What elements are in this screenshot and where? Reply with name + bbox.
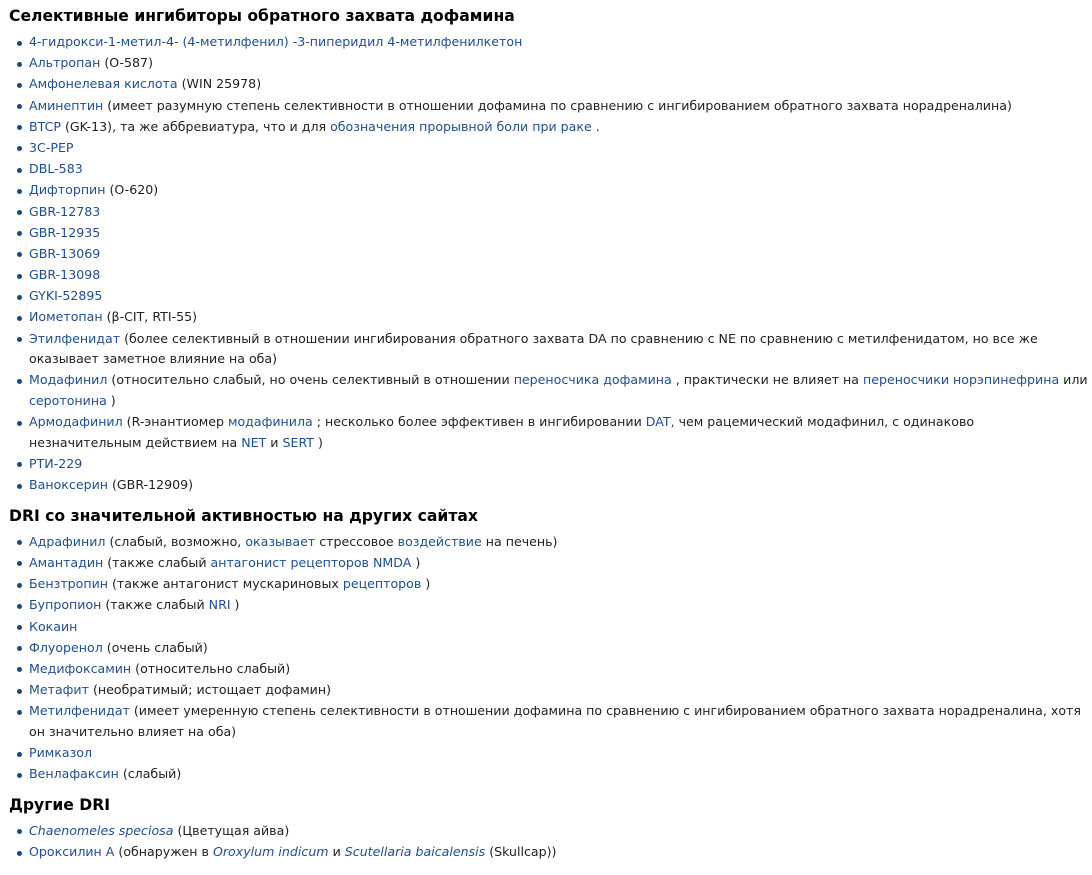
article-link[interactable]: BTCP: [29, 118, 61, 134]
list-item: [9, 454, 1089, 475]
article-link[interactable]: серотонина: [29, 393, 107, 408]
item-text: и: [328, 844, 345, 859]
item-text: (также слабый: [101, 597, 209, 613]
list-item: [9, 159, 1089, 180]
list-item: [9, 412, 1089, 453]
list-item: [9, 307, 1089, 328]
list-item: [9, 475, 1089, 496]
item-text: (O-620): [105, 182, 159, 198]
section-heading-other-dri: Другие DRI: [9, 795, 111, 814]
item-text: (Skullcap)): [485, 844, 557, 859]
item-text: (относительно слабый, но очень селективный в отношении: [107, 372, 514, 388]
list-item: [9, 680, 1089, 701]
list-item: [9, 202, 1089, 223]
list-item: [9, 553, 1089, 574]
item-text: (очень слабый): [102, 639, 208, 655]
list-other-sites: [9, 532, 1089, 785]
list-item: [9, 701, 1089, 742]
list-item: [9, 638, 1089, 659]
list-item: [9, 595, 1089, 616]
item-text: и: [266, 434, 283, 450]
article-link[interactable]: Кокаин: [29, 618, 78, 634]
article-link[interactable]: Венлафаксин: [29, 766, 119, 782]
section-heading-other-sites: DRI со значительной активностью на других сайтах: [9, 506, 478, 525]
item-text: стрессовое: [315, 533, 398, 549]
article-link[interactable]: Амфонелевая кислота: [29, 76, 178, 92]
article-link[interactable]: DAT,: [645, 414, 675, 430]
list-item: [9, 574, 1089, 595]
article-link[interactable]: Бупропион: [29, 597, 102, 613]
item-text: (имеет умеренную степень селективности в отношении дофамина по сравнению с ингибированием обратного захвата норадреналина, хотя он значительно влияет на оба): [29, 703, 1081, 739]
list-selective: [9, 32, 1089, 496]
item-text: (слабый): [118, 766, 182, 782]
article-link[interactable]: воздействие: [397, 533, 482, 549]
article-link[interactable]: Ваноксерин: [29, 477, 108, 493]
item-text: ): [230, 597, 240, 613]
list-item: [9, 743, 1089, 764]
item-text: (β-CIT, RTI-55): [102, 309, 198, 325]
list-item: [9, 329, 1089, 370]
list-item: [9, 32, 1089, 53]
article-link[interactable]: GBR-12783: [29, 203, 101, 219]
list-item: [9, 842, 1089, 863]
item-text: (относительно слабый): [131, 660, 291, 676]
list-item: [9, 244, 1089, 265]
item-text: (более селективный в отношении ингибирования обратного захвата DA по сравнению с NE по сравнению с метилфенидатом, но все же оказывает заметное влияние на оба): [29, 330, 1038, 367]
item-text: ): [421, 576, 431, 592]
article-link[interactable]: Аминептин: [29, 97, 104, 113]
article-link[interactable]: РТИ-229: [29, 455, 83, 471]
article-link[interactable]: Chaenomeles speciosa: [29, 822, 174, 838]
article-link[interactable]: Oroxylum indicum: [212, 844, 329, 859]
list-item: [9, 370, 1089, 411]
list-item: [9, 96, 1089, 117]
article-link[interactable]: Альтропан: [29, 55, 101, 71]
list-item: [9, 286, 1089, 307]
article-link[interactable]: Этилфенидат: [29, 330, 121, 346]
article-link[interactable]: Метафит: [29, 682, 89, 698]
article-link[interactable]: NRI: [208, 597, 231, 613]
article-link[interactable]: 3C-PEP: [29, 139, 74, 155]
article-link[interactable]: Адрафинил: [29, 533, 106, 549]
item-text: (также антагонист мускариновых: [108, 576, 343, 592]
article-link[interactable]: Scutellaria baicalensis: [344, 844, 486, 859]
item-text: (Цветущая айва): [173, 822, 290, 838]
item-text: ): [313, 434, 323, 450]
item-text: (слабый, возможно,: [105, 533, 246, 549]
section-heading-selective: Селективные ингибиторы обратного захвата дофамина: [9, 7, 515, 25]
article-link[interactable]: 4-гидрокси-1-метил-4- (4-метилфенил) -3-пиперидил 4-метилфенилкетон: [29, 34, 523, 49]
item-text: .: [591, 118, 600, 134]
article-link[interactable]: Иометопан: [29, 309, 103, 325]
list-item: [9, 138, 1089, 159]
article-link[interactable]: Армодафинил: [29, 414, 123, 430]
article-link[interactable]: Бензтропин: [29, 576, 109, 592]
article-link[interactable]: NET: [241, 434, 267, 450]
article-link[interactable]: оказывает: [245, 533, 316, 549]
item-text: (WIN 25978): [177, 76, 262, 92]
list-item: [9, 117, 1089, 138]
item-text: или: [1059, 372, 1088, 388]
list-item: [9, 74, 1089, 95]
item-text: ; несколько более эффективен в ингибировании: [312, 414, 646, 430]
item-text: чем рацемический модафинил, с одинаково незначительным действием на: [29, 414, 975, 450]
item-text: (GBR-12909): [108, 477, 194, 493]
article-link[interactable]: GBR-12935: [29, 224, 101, 240]
list-item: [9, 53, 1089, 74]
list-item: [9, 617, 1089, 638]
item-text: (O-587): [100, 55, 153, 71]
item-text: (R-энантиомер: [122, 414, 228, 430]
list-item: [9, 659, 1089, 680]
item-text: ): [106, 393, 116, 408]
article-link[interactable]: Метилфенидат: [29, 703, 130, 719]
article-link[interactable]: переносчики норэпинефрина: [863, 372, 1060, 388]
item-text: (также слабый: [103, 554, 211, 570]
article-link[interactable]: Ороксилин А: [29, 844, 115, 859]
list-item: [9, 821, 1089, 842]
article-link[interactable]: Римказол: [29, 745, 93, 761]
article-link[interactable]: Модафинил: [29, 372, 108, 388]
article-link[interactable]: DBL-583: [29, 161, 83, 177]
list-item: [9, 180, 1089, 201]
article-link[interactable]: Амантадин: [29, 554, 104, 570]
article-link[interactable]: GBR-13069: [29, 245, 101, 261]
article-link[interactable]: GBR-13098: [29, 267, 101, 283]
list-other-dri: [9, 821, 1089, 863]
article-link[interactable]: GYKI-52895: [29, 288, 103, 304]
item-text: (GK-13), та же аббревиатура, что и для: [60, 118, 331, 134]
item-text: (необратимый; истощает дофамин): [88, 682, 331, 698]
item-text: ): [411, 554, 421, 570]
item-text: (имеет разумную степень селективности в отношении дофамина по сравнению с ингибированием обратного захвата норадреналина): [103, 97, 1012, 113]
list-item: [9, 532, 1089, 553]
article-link[interactable]: рецепторов: [342, 576, 422, 592]
article-link[interactable]: антагонист рецепторов NMDA: [210, 554, 412, 570]
article-link[interactable]: обозначения прорывной боли при раке: [330, 118, 592, 134]
article-link[interactable]: Флуоренол: [29, 639, 103, 655]
item-text: на печень): [481, 533, 558, 549]
item-text: , практически не влияет на: [671, 372, 864, 388]
article-link[interactable]: переносчика дофамина: [513, 372, 672, 388]
article-link[interactable]: Медифоксамин: [29, 660, 132, 676]
list-item: [9, 223, 1089, 244]
list-item: [9, 265, 1089, 286]
article-link[interactable]: SERT: [282, 434, 314, 450]
article-link[interactable]: Дифторпин: [29, 182, 106, 198]
item-text: (обнаружен в: [114, 844, 213, 859]
article-link[interactable]: модафинила: [227, 414, 313, 430]
list-item: [9, 764, 1089, 785]
